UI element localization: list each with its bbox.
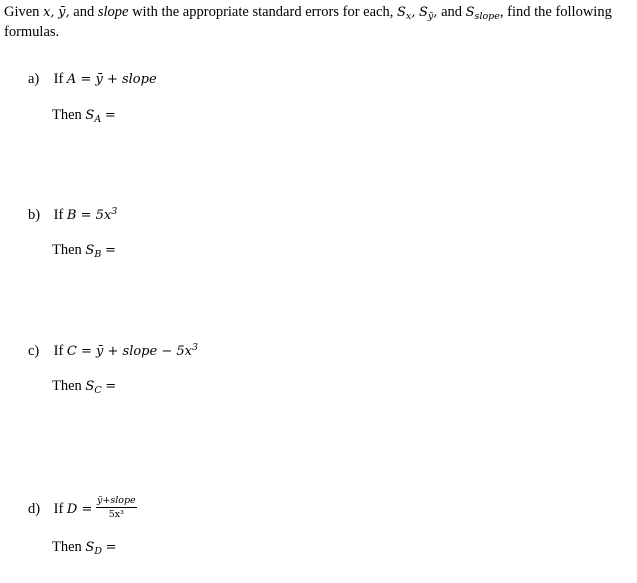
equals-sign: = [104,243,116,258]
then-text: Then [52,539,82,555]
then-d [52,539,116,556]
formula-b: $B = 5x^3$ [66,206,118,223]
fraction-numerator: ȳ+slope [97,495,136,506]
equals-sign: = [105,540,117,555]
then-c [52,378,116,395]
item-label: b) [28,207,41,223]
formula-c: C = ȳ + slope − $5x^3$ [66,342,199,359]
if-text: If [53,500,64,517]
then-text: Then [52,242,82,258]
item-label: c) [28,343,40,359]
var-slope: slope [97,4,129,20]
item-d [28,497,137,522]
formula-a: A = ȳ + slope [66,72,157,87]
s-a-symbol: $S_A$ [85,108,102,125]
item-c [28,343,198,360]
item-label: d) [28,500,41,517]
given-text: Given [4,4,40,20]
problem-statement [4,3,632,42]
and2-text: and [441,4,462,20]
s-c-symbol: $S_C$ [85,379,102,396]
item-label: a) [28,71,40,87]
then-text: Then [52,107,82,123]
formula-d: D = [66,501,93,517]
then-b [52,242,116,259]
with-text: with the appropriate standard errors for each, [132,4,394,20]
fraction [96,495,137,520]
then-a [52,107,116,124]
var-x: x, [43,5,55,20]
if-text: If [53,207,64,223]
equals-sign: = [104,108,116,123]
s-d-symbol: $S_D$ [85,540,102,557]
item-a [28,71,157,88]
equals-sign: = [105,379,117,394]
s-b-symbol: $S_B$ [85,243,102,260]
var-ybar: ȳ, [58,5,70,20]
if-text: If [53,343,64,359]
s-x-symbol: $S_x$, [396,5,416,22]
s-ybar-symbol: $S_ȳ$, [419,5,438,22]
fraction-denominator: 5x³ [108,509,124,520]
item-b [28,207,117,224]
s-slope-symbol: $S_{slope}$ [465,5,500,22]
tail-text: , find the following formulas. [4,4,612,40]
if-text: If [53,71,64,87]
then-text: Then [52,378,82,394]
and-text: and [73,4,95,20]
